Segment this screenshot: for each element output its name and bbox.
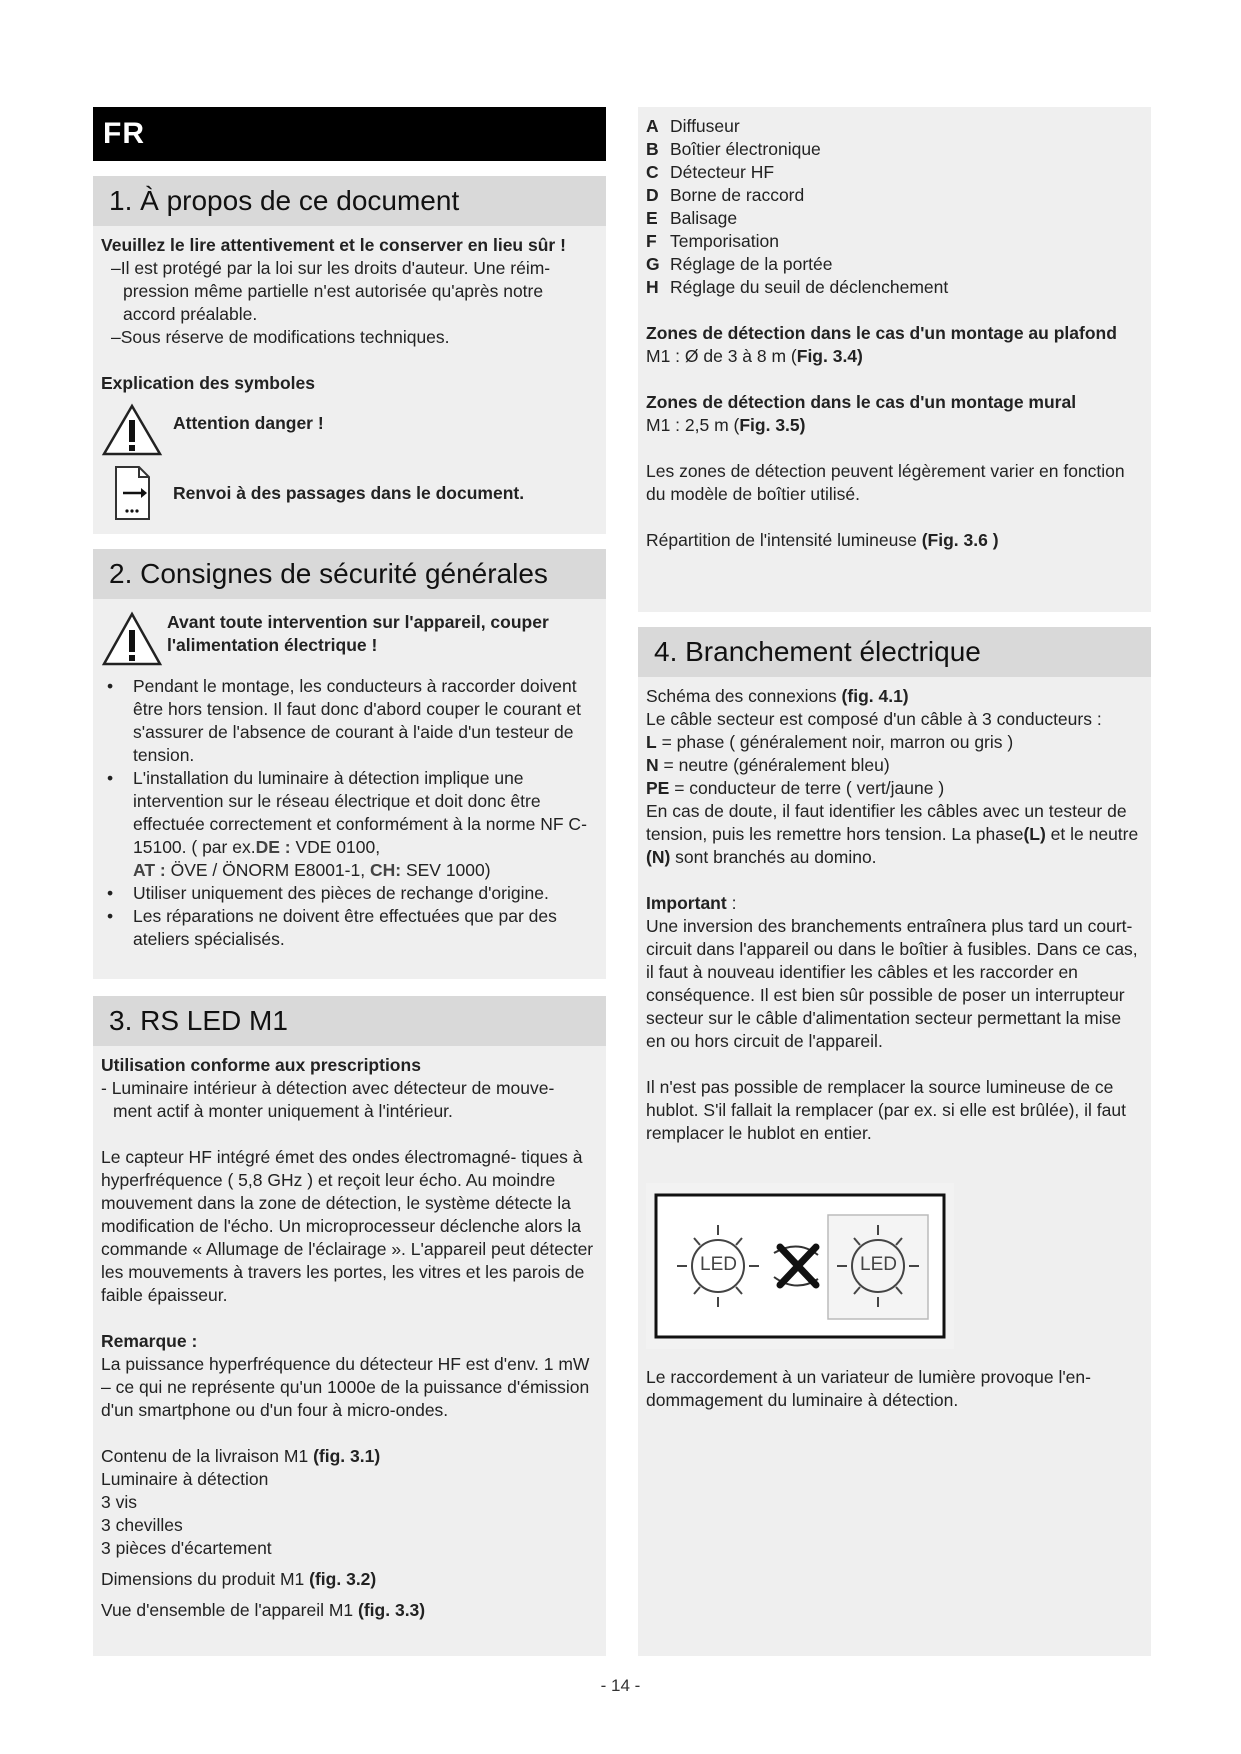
symbol-reference-label: Renvoi à des passages dans le document. [173, 482, 525, 503]
light-distribution-ref: Répartition de l'intensité lumineuse (Fig. 3.6 ) [646, 530, 999, 550]
cable-description: Le câble secteur est composé d'un câble à 3 conducteurs : [646, 709, 1102, 729]
led-label-left: LED [700, 1254, 737, 1275]
doubt-text: En cas de doute, il faut identifier les câbles avec un testeur de tension, puis les remettre hors tension. La phase(L) et le neutre (N) sont branchés au domino. [646, 801, 1139, 867]
conductor-phase: L = phase ( généralement noir, marron ou gris ) [646, 732, 1014, 752]
language-header [93, 107, 606, 161]
safety-list [101, 675, 598, 951]
symbol-danger-label: Attention danger ! [173, 412, 324, 433]
section-1-title: 1. À propos de ce document [93, 176, 606, 226]
legend-item: C Détecteur HF [646, 162, 775, 182]
legend-item: H Réglage du seuil de déclenchement [646, 277, 949, 297]
warning-triangle-icon [101, 403, 163, 457]
section-3-title: 3. RS LED M1 [93, 996, 606, 1046]
legend-item: B Boîtier électronique [646, 139, 821, 159]
legend-item: F Temporisation [646, 231, 779, 251]
important-title: Important : [646, 893, 737, 913]
section-3-panel [93, 996, 606, 1656]
read-carefully-note: Veuillez le lire attentivement et le conserver en lieu sûr ! [101, 235, 566, 255]
zone-variation-text: Les zones de détection peuvent légèrement varier en fonction du modèle de boîtier utilisé. [646, 461, 1125, 504]
ceiling-zone-value: M1 : Ø de 3 à 8 m (Fig. 3.4) [646, 346, 863, 366]
legend-list [646, 115, 1143, 299]
wall-zone-value: M1 : 2,5 m (Fig. 3.5) [646, 415, 806, 435]
delivery-item: 3 chevilles [101, 1515, 183, 1535]
legend-item: A Diffuseur [646, 116, 740, 136]
overview-legend-panel [638, 107, 1151, 612]
wiring-schema-ref: Schéma des connexions (fig. 4.1) [646, 686, 909, 706]
hf-sensor-text: Le capteur HF intégré émet des ondes électromagné- tiques à hyperfréquence ( 5,8 GHz ) et reçoit leur écho. Au moindre mouvement dans la zone de détection, le système détecte la modification de l'écho. Un microprocesseur déclenche alors la commande « Allumage de l'éclairage ». L'appareil peut détecter les mouvements à travers les portes, les vitres et les parois de faible épaisseur. [101, 1147, 594, 1305]
conductor-earth: PE = conducteur de terre ( vert/jaune ) [646, 778, 945, 798]
dimensions-ref: Dimensions du produit M1 (fig. 3.2) [101, 1569, 377, 1589]
legend-item: G Réglage de la portée [646, 254, 833, 274]
conductor-neutral: N = neutre (généralement bleu) [646, 755, 890, 775]
section-2-title: 2. Consignes de sécurité générales [93, 549, 606, 599]
section-1-panel [93, 176, 606, 534]
overview-ref: Vue d'ensemble de l'appareil M1 (fig. 3.3) [101, 1600, 426, 1620]
wall-zone-title: Zones de détection dans le cas d'un montage mural [646, 392, 1077, 412]
section-2-panel [93, 549, 606, 979]
safety-item: • Pendant le montage, les conducteurs à raccorder doivent être hors tension. Il faut donc d'abord couper le courant et s'assurer de l'absence de courant à l'aide d'un testeur de tension. [123, 675, 598, 767]
safety-item-standards: • L'installation du luminaire à détection implique une intervention sur le réseau électrique et doit donc être effectuée correctement et conformément à la norme NF C-15100. ( par ex.DE : VDE 0100, AT : ÖVE / ÖNORM E8001-1, CH: SEV 1000) [123, 767, 598, 882]
remark-title: Remarque : [101, 1331, 198, 1351]
delivery-item: 3 pièces d'écartement [101, 1538, 272, 1558]
safety-item: • Les réparations ne doivent être effectuées que par des ateliers spécialisés. [123, 905, 598, 951]
section-4-panel [638, 627, 1151, 1656]
light-source-replacement-text: Il n'est pas possible de remplacer la source lumineuse de ce hublot. S'il fallait la remplacer (par ex. si elle est brûlée), il faut remplacer le hublot en entier. [646, 1077, 1126, 1143]
document-reference-icon [101, 463, 163, 523]
symbols-title: Explication des symboles [101, 373, 315, 393]
warning-triangle-icon [101, 611, 163, 667]
delivery-item: 3 vis [101, 1492, 137, 1512]
ceiling-zone-title: Zones de détection dans le cas d'un montage au plafond [646, 323, 1117, 343]
copyright-item: –Il est protégé par la loi sur les droits d'auteur. Une réim- pression même partielle n'est autorisée qu'après notre accord préalable. [111, 258, 551, 324]
symbol-danger-row [101, 403, 598, 457]
led-label-right: LED [860, 1254, 897, 1275]
dimmer-warning-text: Le raccordement à un variateur de lumière provoque l'en- dommagement du luminaire à détection. [646, 1367, 1091, 1410]
legend-item: D Borne de raccord [646, 185, 805, 205]
symbol-reference-row [101, 463, 598, 523]
delivery-contents: Contenu de la livraison M1 (fig. 3.1) [101, 1446, 381, 1466]
important-text: Une inversion des branchements entraînera plus tard un court-circuit dans l'appareil ou dans le boîtier à fusibles. Dans ce cas, il faut à nouveau identifier les câbles et les raccorder en conséquence. Il est bien sûr possible de poser un interrupteur secteur sur le câble d'alimentation secteur permettant la mise en ou hors circuit de l'appareil. [646, 916, 1138, 1051]
remark-text: La puissance hyperfréquence du détecteur HF est d'env. 1 mW – ce qui ne représente qu'un 1000e de la puissance d'émission d'un smartphone ou d'un four à micro-ondes. [101, 1354, 590, 1420]
section-4-title: 4. Branchement électrique [638, 627, 1151, 677]
power-off-warning [101, 611, 598, 667]
led-replacement-prohibited-icon [646, 1183, 954, 1349]
delivery-item: Luminaire à détection [101, 1469, 269, 1489]
legend-item: E Balisage [646, 208, 738, 228]
usage-title: Utilisation conforme aux prescriptions [101, 1055, 421, 1075]
power-off-warning-text: Avant toute intervention sur l'appareil, couper l'alimentation électrique ! [167, 612, 549, 655]
safety-item: • Utiliser uniquement des pièces de rechange d'origine. [123, 882, 598, 905]
page-number: - 14 - [600, 1676, 641, 1695]
language-code: FR [103, 117, 145, 150]
led-not-replaceable-figure [646, 1183, 954, 1349]
usage-text: - Luminaire intérieur à détection avec détecteur de mouve- ment actif à monter uniquement à l'intérieur. [101, 1078, 555, 1121]
modifications-item: –Sous réserve de modifications techniques. [111, 327, 450, 347]
